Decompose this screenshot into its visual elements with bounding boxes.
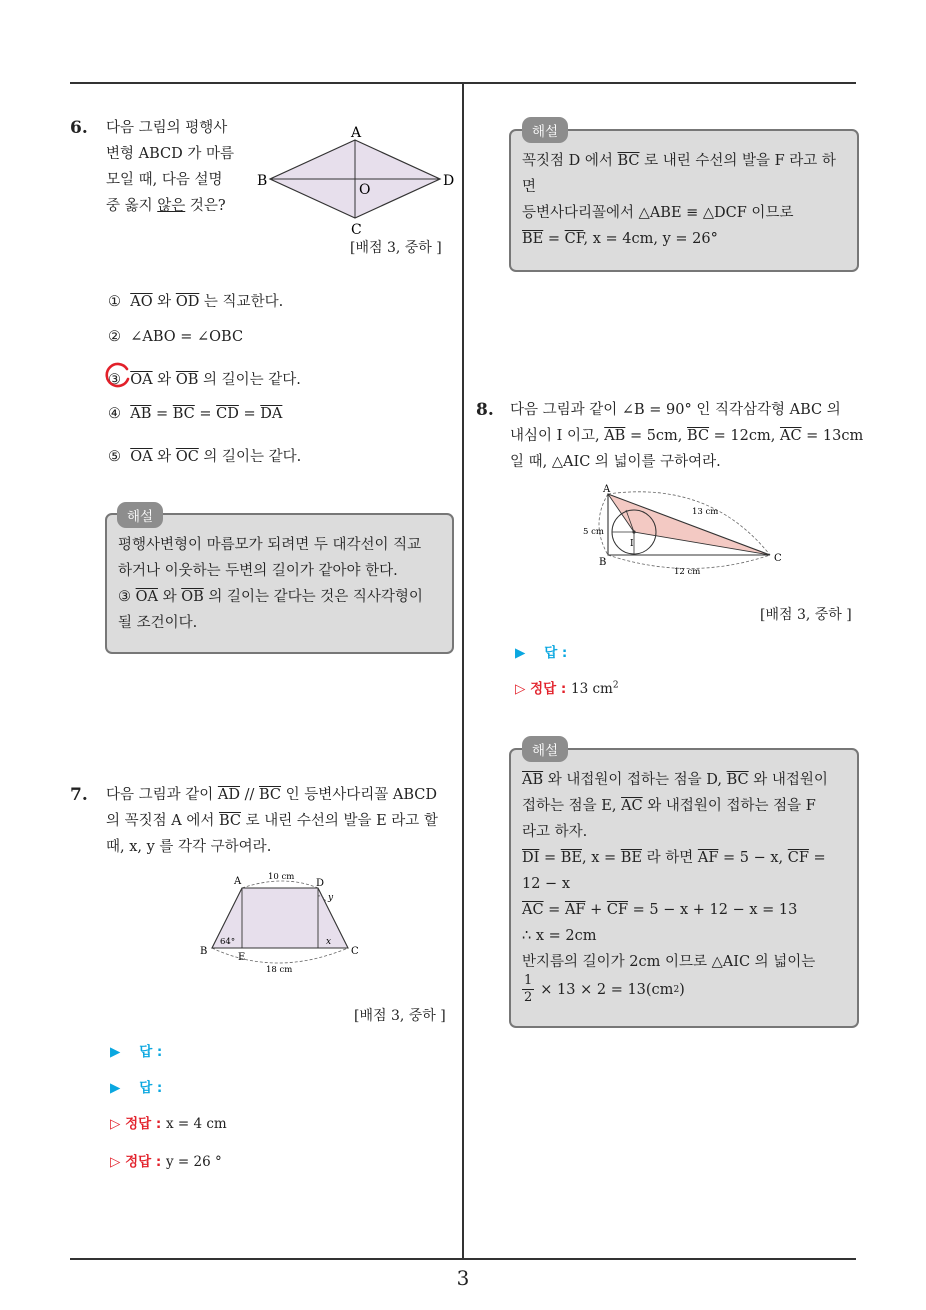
label-c: C — [351, 222, 362, 237]
q6-line: 변형 ABCD 가 마름 — [106, 146, 234, 162]
q7-number: 7. — [70, 785, 88, 805]
label-i: I — [630, 539, 634, 549]
q8-score: [배점 3, 중하 ] — [760, 607, 852, 623]
q7-correct-2: ▷ 정답 : y = 26 ° — [110, 1154, 222, 1170]
label-18cm: 18 cm — [266, 965, 293, 975]
q8-number: 8. — [476, 400, 494, 420]
q7-trapezoid-figure — [196, 868, 376, 980]
q6-rhombus-figure — [255, 122, 465, 237]
label-a: A — [351, 125, 362, 141]
page-number: 3 — [456, 1266, 470, 1290]
q8-solution-text: $\overline{AB}$ 와 내접원이 접하는 점을 D, $\overline{BC}$ 와 내접원이 접하는 점을 E, $\overline{AC}$ 와 내접원이 접하는 점을 F 라고 하자. $\overline{DI} = \overline{BE}$, $x = \overline{BE}$ 라 하면 $\overline{AF} = 5 - x$, $\overline{CF}$ = 12 − x $\overline{AC} = \overline{AF} + \overline{CF} = 5 - x + 12 - x = 13$ ∴ x = 2cm 반지름의 길이가 2cm 이므로 △AIC 의 넓이는 $\frac{1}{2}$ × 13 × 2 = 13(cm 2 ) — [522, 772, 828, 1005]
q6-score: [배점 3, 중하 ] — [350, 240, 442, 256]
q6-choice-1[interactable]: ① $\overline{AO}$ 와 $\overline{OD}$ 는 직교한다. — [108, 294, 284, 310]
label-a: A — [603, 484, 611, 495]
q6-line: 모일 때, 다음 설명 — [106, 172, 223, 188]
label-13cm: 13 cm — [692, 507, 719, 517]
q7-correct-1: ▷ 정답 : x = 4 cm — [110, 1116, 227, 1132]
q8-text: 다음 그림과 같이 ∠B = 90° 인 직각삼각형 ABC 의 내심이 I 이고, $\overline{AB} = 5cm$, $\overline{BC} = 12cm$, $\overline{AC} = 13cm$ 일 때, △AIC 의 넓이를 구하여라. — [510, 402, 864, 470]
label-o: O — [359, 182, 371, 198]
label-5cm: 5 cm — [583, 527, 604, 537]
q6-line: 중 옳지 않은 것은? — [106, 198, 226, 214]
q6-choice-3[interactable]: ③ $\overline{OA}$ 와 $\overline{OB}$ 의 길이는 같다. — [108, 372, 301, 388]
q7-answer-1[interactable]: ▶ 답 : — [110, 1044, 163, 1060]
q7-solution-tag: 해설 — [522, 117, 568, 143]
q6-solution-text: 평행사변형이 마름모가 되려면 두 대각선이 직교 하거나 이웃하는 두변의 길이가 같아야 한다. ③ $\overline{OA}$ 와 $\overline{OB}$ 의 길이는 같다는 것은 직사각형이 될 조건이다. — [118, 537, 423, 631]
q6-solution-tag: 해설 — [117, 502, 163, 528]
label-c: C — [351, 946, 359, 957]
q6-choice-5[interactable]: ⑤ $\overline{OA}$ 와 $\overline{OC}$ 의 길이는 같다. — [108, 449, 302, 465]
label-c: C — [774, 553, 782, 564]
q8-answer[interactable]: ▶ 답 : — [515, 645, 568, 661]
label-d: D — [443, 173, 455, 189]
q8-triangle-figure — [580, 482, 790, 582]
selected-answer-mark — [102, 361, 132, 391]
q6-line: 다음 그림의 평행사 — [106, 120, 228, 136]
label-b: B — [200, 946, 208, 957]
q7-solution-text: 꼭짓점 D 에서 $\overline{BC}$ 로 내린 수선의 발을 F 라고 하 면 등변사다리꼴에서 △ABE ≡ △DCF 이므로 $\overline{BE} = \overline{CF}$, x = 4cm, y = 26° — [522, 153, 836, 247]
q6-number: 6. — [70, 118, 88, 138]
label-b: B — [599, 557, 607, 568]
q6-choice-4[interactable]: ④ $\overline{AB} = \overline{BC} = \overline{CD} = \overline{DA}$ — [108, 406, 283, 422]
label-a: A — [234, 876, 242, 887]
label-d: D — [316, 878, 325, 889]
fraction-one-half: $\frac{1}{2}$ — [524, 973, 533, 1005]
q7-score: [배점 3, 중하 ] — [354, 1008, 446, 1024]
label-x: x — [326, 937, 332, 947]
q8-correct: ▷ 정답 : 13 $cm^2$ — [515, 680, 619, 697]
label-12cm: 12 cm — [674, 567, 701, 577]
label-e: E — [238, 952, 246, 963]
q8-solution-tag: 해설 — [522, 736, 568, 762]
q6-text — [106, 115, 234, 219]
label-y: y — [328, 893, 334, 903]
q7-answer-2[interactable]: ▶ 답 : — [110, 1080, 163, 1096]
label-angle-64: 64° — [220, 937, 236, 947]
q6-choice-2[interactable]: ② ∠ABO = ∠OBC — [108, 329, 244, 345]
label-10cm: 10 cm — [268, 872, 295, 882]
label-b: B — [257, 173, 268, 189]
q7-text: 다음 그림과 같이 $\overline{AD} // \overline{BC}$ 인 등변사다리꼴 ABCD 의 꼭짓점 A 에서 $\overline{BC}$ 로 내린 수선의 발을 E 라고 할 때, x, y 를 각각 구하여라. — [106, 787, 438, 855]
column-divider — [462, 83, 464, 1260]
